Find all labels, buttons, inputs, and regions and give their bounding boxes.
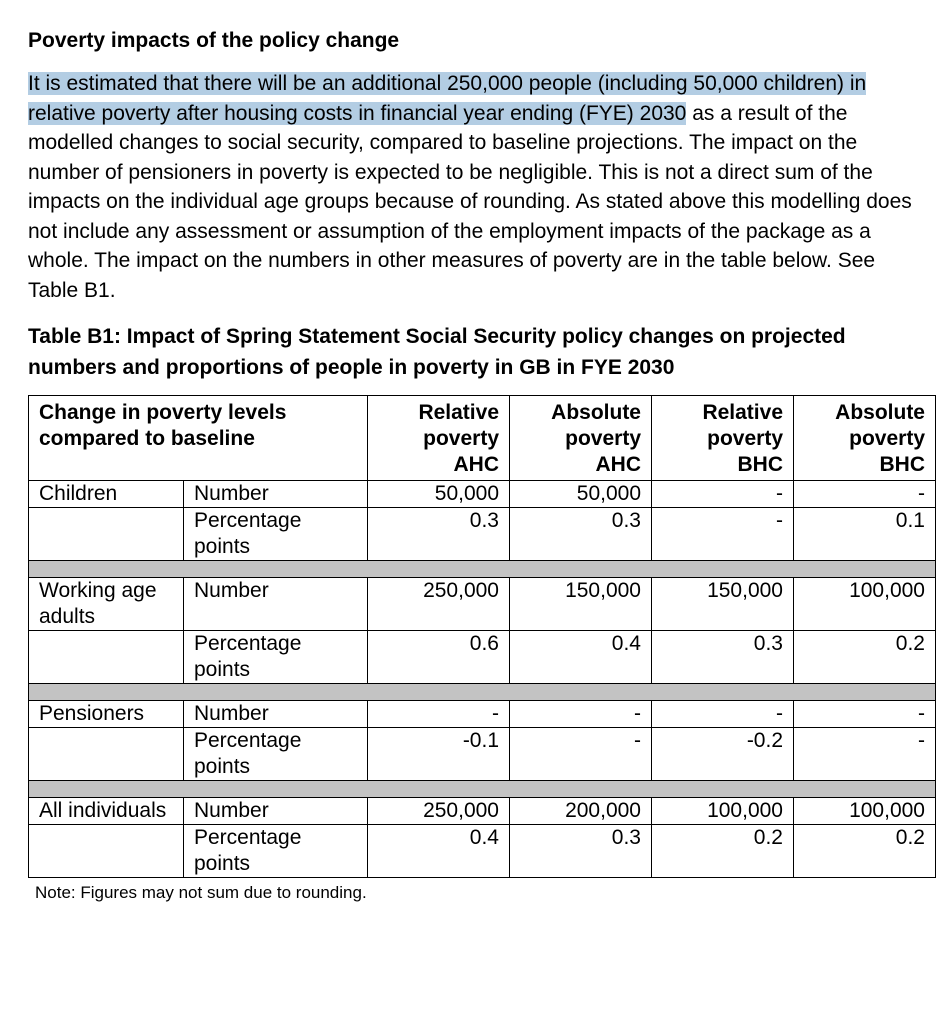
value-cell: 150,000 (510, 578, 652, 631)
value-cell: 250,000 (368, 798, 510, 825)
header-absolute-ahc: Absolute poverty AHC (510, 396, 652, 481)
separator-cell (29, 781, 936, 798)
separator-row (29, 561, 936, 578)
body-paragraph (28, 69, 920, 305)
value-cell: 150,000 (652, 578, 794, 631)
table-row (29, 508, 936, 561)
separator-cell (29, 684, 936, 701)
value-cell: - (368, 701, 510, 728)
value-cell: 0.6 (368, 631, 510, 684)
table-header-row (29, 396, 936, 481)
measure-label: Percentage points (184, 631, 368, 684)
value-cell: 100,000 (794, 578, 936, 631)
value-cell: 0.3 (510, 508, 652, 561)
value-cell: - (652, 701, 794, 728)
value-cell: 50,000 (510, 481, 652, 508)
value-cell: - (510, 701, 652, 728)
section-heading: Poverty impacts of the policy change (28, 29, 400, 52)
table-row (29, 728, 936, 781)
value-cell: 0.2 (794, 631, 936, 684)
measure-label: Number (184, 701, 368, 728)
table-row (29, 578, 936, 631)
table-row (29, 631, 936, 684)
table-row (29, 701, 936, 728)
empty-cell (29, 728, 184, 781)
table-row (29, 481, 936, 508)
value-cell: 100,000 (652, 798, 794, 825)
value-cell: 0.3 (368, 508, 510, 561)
table-title: Table B1: Impact of Spring Statement Social Security policy changes on projected numbers and proportions of people in poverty in GB in FYE 2030 (28, 325, 846, 379)
separator-row (29, 781, 936, 798)
empty-cell (29, 631, 184, 684)
measure-label: Number (184, 798, 368, 825)
measure-label: Number (184, 481, 368, 508)
value-cell: 0.2 (794, 825, 936, 878)
value-cell: - (794, 481, 936, 508)
value-cell: 0.4 (510, 631, 652, 684)
value-cell: - (652, 508, 794, 561)
empty-cell (29, 508, 184, 561)
header-first: Change in poverty levels compared to baseline (29, 396, 368, 481)
value-cell: 0.4 (368, 825, 510, 878)
value-cell: - (652, 481, 794, 508)
value-cell: 0.2 (652, 825, 794, 878)
paragraph-text: as a result of the modelled changes to social security, compared to baseline projections. The impact on the number of pensioners in poverty is expected to be negligible. This is not a direct sum of the impacts on the individual age groups because of rounding. As stated above this modelling does not include any assessment or assumption of the employment impacts of the package as a whole. The impact on the numbers in other measures of poverty are in the table below. See Table B1. (28, 101, 912, 302)
table-note: Note: Figures may not sum due to rounding. (35, 883, 367, 902)
value-cell: 200,000 (510, 798, 652, 825)
value-cell: -0.1 (368, 728, 510, 781)
value-cell: 0.1 (794, 508, 936, 561)
header-relative-ahc: Relative poverty AHC (368, 396, 510, 481)
value-cell: - (510, 728, 652, 781)
separator-row (29, 684, 936, 701)
value-cell: 100,000 (794, 798, 936, 825)
poverty-table (28, 395, 936, 878)
group-label-working-age: Working age adults (29, 578, 184, 631)
value-cell: 250,000 (368, 578, 510, 631)
measure-label: Percentage points (184, 825, 368, 878)
highlighted-text[interactable]: It is estimated that there will be an additional 250,000 people (including 50,000 children) in relative poverty after housing costs in financial year ending (FYE) 2030 (28, 72, 867, 125)
value-cell: 50,000 (368, 481, 510, 508)
group-label-pensioners: Pensioners (29, 701, 184, 728)
header-relative-bhc: Relative poverty BHC (652, 396, 794, 481)
value-cell: -0.2 (652, 728, 794, 781)
measure-label: Percentage points (184, 508, 368, 561)
table-row (29, 825, 936, 878)
separator-cell (29, 561, 936, 578)
empty-cell (29, 825, 184, 878)
group-label-children: Children (29, 481, 184, 508)
header-absolute-bhc: Absolute poverty BHC (794, 396, 936, 481)
group-label-all-individuals: All individuals (29, 798, 184, 825)
measure-label: Percentage points (184, 728, 368, 781)
value-cell: - (794, 728, 936, 781)
table-row (29, 798, 936, 825)
value-cell: - (794, 701, 936, 728)
measure-label: Number (184, 578, 368, 631)
value-cell: 0.3 (510, 825, 652, 878)
value-cell: 0.3 (652, 631, 794, 684)
